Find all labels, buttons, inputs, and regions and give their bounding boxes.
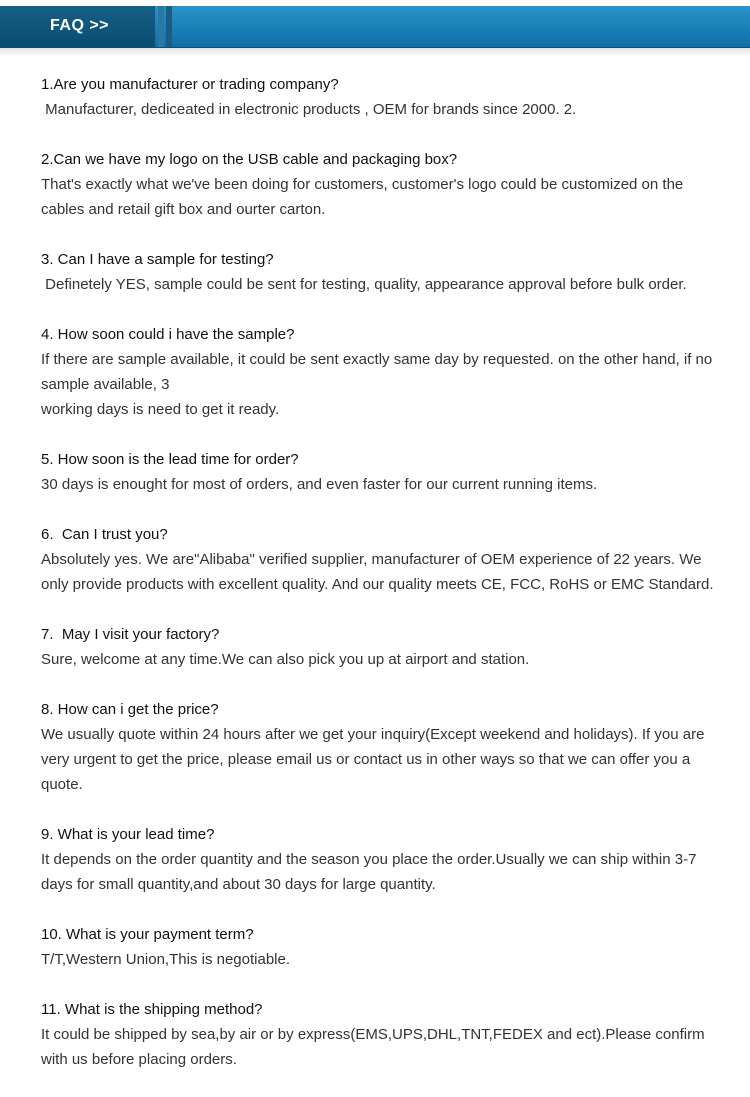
faq-question: 8. How can i get the price? xyxy=(41,701,219,718)
faq-header-bar xyxy=(0,6,750,48)
faq-item xyxy=(41,522,721,597)
faq-item xyxy=(41,997,721,1072)
faq-answer: Manufacturer, dediceated in electronic products , OEM for brands since 2000. 2. xyxy=(41,101,577,118)
faq-item xyxy=(41,622,721,672)
faq-question: 7. May I visit your factory? xyxy=(41,626,220,643)
faq-item xyxy=(41,447,721,497)
faq-answer: 30 days is enought for most of orders, and even faster for our current running items. xyxy=(41,476,598,493)
faq-title: FAQ >> xyxy=(50,17,110,34)
header-shadow xyxy=(0,47,750,57)
faq-item xyxy=(41,922,721,972)
faq-list xyxy=(41,72,721,1097)
faq-answer: That's exactly what we've been doing for customers, customer's logo could be customized on the cables and retail gift box and ourter carton. xyxy=(41,176,688,218)
faq-question: 9. What is your lead time? xyxy=(41,826,215,843)
faq-question: 6. Can I trust you? xyxy=(41,526,168,543)
faq-question: 5. How soon is the lead time for order? xyxy=(41,451,299,468)
faq-tab xyxy=(0,6,155,47)
faq-question: 1.Are you manufacturer or trading company? xyxy=(41,76,339,93)
faq-answer: Definetely YES, sample could be sent for testing, quality, appearance approval before bulk order. xyxy=(41,276,687,293)
faq-item xyxy=(41,822,721,897)
faq-item xyxy=(41,247,721,297)
faq-answer: We usually quote within 24 hours after we get your inquiry(Except weekend and holidays). If you are very urgent to get the price, please email us or contact us in other ways so that we can offer you a quote. xyxy=(41,726,709,793)
faq-item xyxy=(41,697,721,797)
faq-answer: If there are sample available, it could be sent exactly same day by requested. on the other hand, if no sample available, 3 working days is need to get it ready. xyxy=(41,351,713,418)
header-stripe xyxy=(158,6,164,47)
faq-question: 2.Can we have my logo on the USB cable and packaging box? xyxy=(41,151,458,168)
faq-answer: Absolutely yes. We are"Alibaba" verified supplier, manufacturer of OEM experience of 22 years. We only provide products with excellent quality. And our quality meets CE, FCC, RoHS or EMC Standard. xyxy=(41,551,714,593)
faq-question: 4. How soon could i have the sample? xyxy=(41,326,295,343)
faq-answer: It depends on the order quantity and the season you place the order.Usually we can ship within 3-7 days for small quantity,and about 30 days for large quantity. xyxy=(41,851,701,893)
faq-question: 10. What is your payment term? xyxy=(41,926,254,943)
faq-item xyxy=(41,322,721,422)
faq-question: 11. What is the shipping method? xyxy=(41,1001,263,1018)
faq-question: 3. Can I have a sample for testing? xyxy=(41,251,274,268)
faq-answer: Sure, welcome at any time.We can also pick you up at airport and station. xyxy=(41,651,530,668)
header-stripe xyxy=(166,6,172,47)
faq-answer: T/T,Western Union,This is negotiable. xyxy=(41,951,291,968)
faq-answer: It could be shipped by sea,by air or by express(EMS,UPS,DHL,TNT,FEDEX and ect).Please confirm with us before placing orders. xyxy=(41,1026,709,1068)
faq-item xyxy=(41,72,721,122)
faq-item xyxy=(41,147,721,222)
